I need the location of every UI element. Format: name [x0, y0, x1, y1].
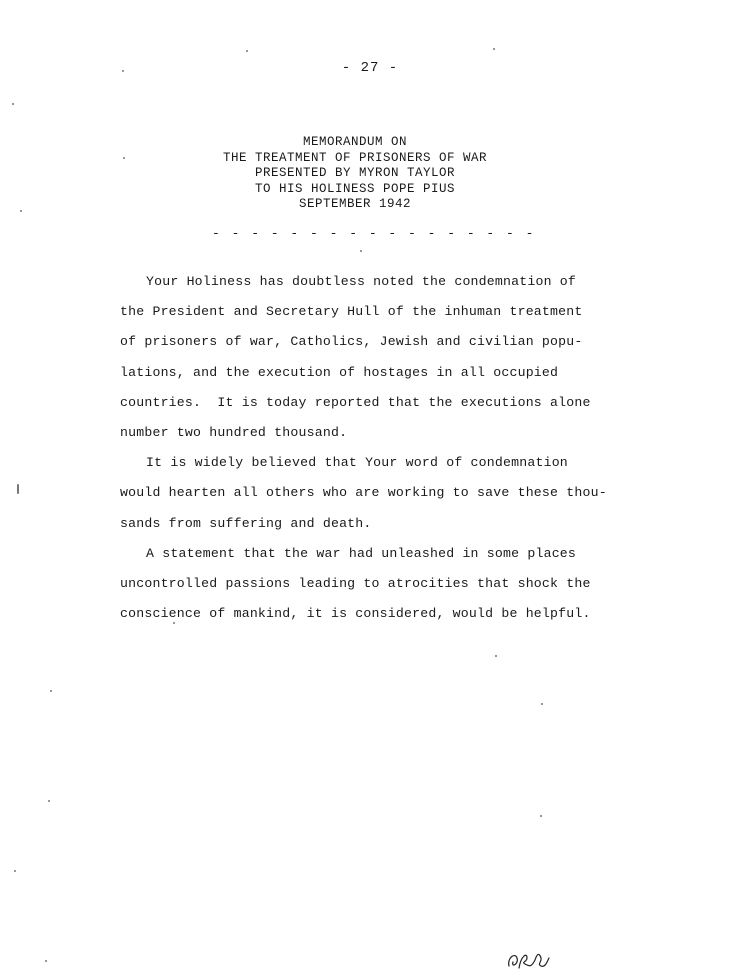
scan-speck — [12, 103, 14, 105]
scan-speck — [360, 250, 362, 252]
heading-line: MEMORANDUM ON — [302, 135, 408, 149]
text-line: countries. It is today reported that the executions alone — [120, 394, 591, 410]
handwritten-initials — [505, 948, 553, 972]
text-line: lations, and the execution of hostages in all occupied — [120, 364, 559, 380]
heading-line: THE TREATMENT OF PRISONERS OF WAR — [222, 150, 488, 165]
scan-speck — [50, 690, 52, 692]
scan-speck — [17, 484, 19, 494]
text-line: conscience of mankind, it is considered, would be helpful. — [120, 606, 591, 622]
text-line: number two hundred thousand. — [120, 424, 348, 440]
paragraph-1 — [120, 267, 680, 448]
page-number: - 27 - — [341, 60, 399, 76]
text-line: uncontrolled passions leading to atrocities that shock the — [120, 575, 591, 591]
scan-speck — [541, 703, 543, 705]
paragraph-2 — [120, 448, 680, 539]
paragraph-3 — [120, 539, 680, 630]
text-line: Your Holiness has doubtless noted the condemnation of — [146, 274, 577, 289]
heading-line: PRESENTED BY MYRON TAYLOR — [254, 166, 456, 180]
memo-heading — [0, 135, 710, 213]
scan-speck — [123, 157, 125, 159]
text-line: It is widely believed that Your word of condemnation — [146, 455, 568, 471]
scan-speck — [48, 800, 50, 802]
scan-speck — [122, 70, 124, 72]
heading-line: TO HIS HOLINESS POPE PIUS — [254, 181, 456, 196]
text-line: sands from suffering and death. — [120, 515, 372, 531]
text-line: would hearten all others who are working to save these thou- — [120, 485, 607, 501]
memo-body — [120, 267, 680, 629]
heading-divider: - - - - - - - - - - - - - - - - - — [212, 226, 536, 241]
text-line: A statement that the war had unleashed in some places — [146, 545, 577, 561]
text-line: the President and Secretary Hull of the inhuman treatment — [120, 304, 583, 320]
heading-line: SEPTEMBER 1942 — [298, 197, 412, 211]
scan-speck — [45, 960, 47, 962]
scan-speck — [493, 48, 495, 50]
scan-speck — [14, 870, 16, 872]
scan-speck — [246, 50, 248, 52]
scan-speck — [495, 655, 497, 657]
text-line: of prisoners of war, Catholics, Jewish and civilian popu- — [120, 334, 583, 350]
scan-speck — [540, 815, 542, 817]
scan-speck — [20, 210, 22, 212]
scan-speck — [173, 622, 175, 624]
